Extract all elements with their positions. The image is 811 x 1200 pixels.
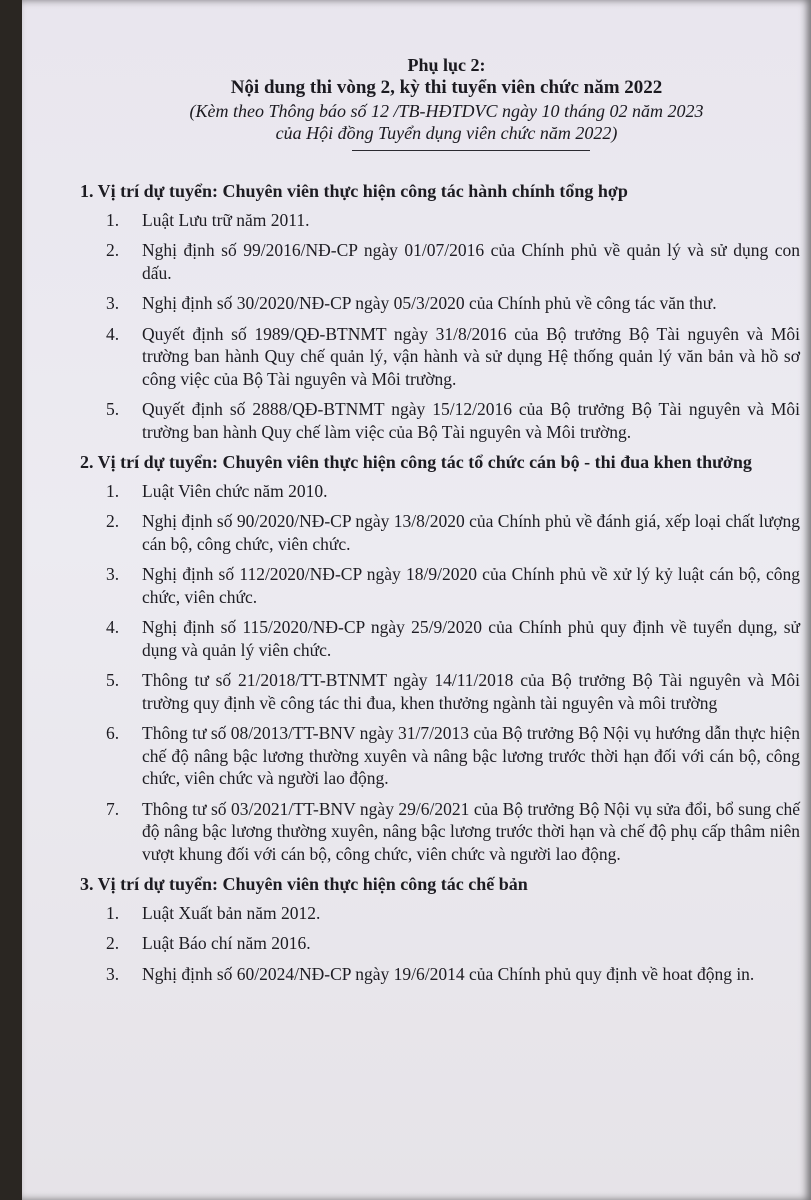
item-number: 1.	[106, 209, 120, 230]
list-item	[80, 292, 800, 315]
document-subtitle-line-2: của Hội đồng Tuyển dụng viên chức năm 2022)	[275, 123, 618, 143]
list-item	[80, 510, 800, 555]
item-number: 2.	[106, 511, 120, 531]
list-item	[80, 323, 800, 391]
list-item	[80, 798, 800, 866]
section-list	[80, 902, 800, 986]
item-text: Luật Viên chức năm 2010.	[142, 480, 328, 501]
section-list	[80, 209, 800, 444]
document-body	[80, 180, 800, 993]
item-text: Nghị định số 90/2020/NĐ-CP ngày 13/8/2020 của Chính phủ về đánh giá, xếp loại chất lượng cán bộ, công chức, viên chức.	[142, 511, 800, 554]
list-item	[80, 480, 800, 503]
item-number: 1.	[106, 480, 120, 501]
appendix-label: Phụ lục 2:	[407, 55, 486, 75]
item-text: Luật Lưu trữ năm 2011.	[142, 209, 310, 230]
list-item	[80, 722, 800, 790]
item-text: Nghị định số 30/2020/NĐ-CP ngày 05/3/2020 của Chính phủ về công tác văn thư.	[142, 293, 717, 313]
item-text: Luật Báo chí năm 2016.	[142, 933, 311, 953]
item-number: 3.	[106, 963, 120, 984]
list-item	[80, 963, 800, 986]
section-title: 3. Vị trí dự tuyển: Chuyên viên thực hiện công tác chế bản	[80, 874, 528, 894]
item-number: 5.	[106, 399, 120, 419]
list-item	[80, 398, 800, 443]
section-title: 1. Vị trí dự tuyển: Chuyên viên thực hiện công tác hành chính tổng hợp	[80, 181, 628, 201]
document-page	[22, 0, 811, 1200]
header-divider	[352, 150, 590, 151]
item-number: 2.	[106, 933, 120, 953]
item-number: 3.	[106, 564, 120, 584]
item-text: Nghị định số 115/2020/NĐ-CP ngày 25/9/2020 của Chính phủ quy định về tuyển dụng, sử dụng và quản lý viên chức.	[142, 617, 800, 660]
item-number: 6.	[106, 723, 120, 743]
list-item	[80, 239, 800, 284]
list-item	[80, 669, 800, 714]
item-text: Thông tư số 03/2021/TT-BNV ngày 29/6/2021 của Bộ trưởng Bộ Nội vụ sửa đổi, bổ sung chế độ nâng bậc lương thường xuyên, nâng bậc lương trước thời hạn và chế độ phụ cấp thâm niên vượt khung đối với cán bộ, công chức, viên chức và người lao động.	[142, 798, 800, 864]
document-subtitle-line-1: (Kèm theo Thông báo số 12 /TB-HĐTDVC ngày 10 tháng 02 năm 2023	[189, 101, 704, 121]
item-number: 1.	[106, 902, 120, 923]
item-number: 4.	[106, 323, 120, 344]
document-title: Nội dung thi vòng 2, kỳ thi tuyển viên chức năm 2022	[230, 77, 663, 98]
item-number: 7.	[106, 798, 120, 819]
document-header	[22, 54, 811, 151]
list-item	[80, 209, 800, 232]
item-number: 5.	[106, 670, 120, 690]
item-number: 4.	[106, 617, 120, 637]
section-list	[80, 480, 800, 866]
item-text: Quyết định số 2888/QĐ-BTNMT ngày 15/12/2016 của Bộ trưởng Bộ Tài nguyên và Môi trường ban hành Quy chế làm việc của Bộ Tài nguyên và Môi trường.	[142, 399, 800, 442]
item-number: 3.	[106, 293, 120, 313]
list-item	[80, 563, 800, 608]
list-item	[80, 616, 800, 661]
list-item	[80, 902, 800, 925]
item-text: Nghị định số 112/2020/NĐ-CP ngày 18/9/2020 của Chính phủ về xử lý kỷ luật cán bộ, công chức, viên chức.	[142, 564, 800, 607]
item-text: Luật Xuất bản năm 2012.	[142, 902, 321, 923]
list-item	[80, 932, 800, 955]
item-text: Nghị định số 60/2024/NĐ-CP ngày 19/6/2014 của Chính phủ quy định về hoat động in.	[142, 963, 755, 984]
item-text: Thông tư số 08/2013/TT-BNV ngày 31/7/2013 của Bộ trưởng Bộ Nội vụ hướng dẫn thực hiện chế độ nâng bậc lương thường xuyên và nâng bậc lương trước thời hạn đối với cán bộ, công chức, viên chức và người lao động.	[142, 723, 800, 788]
item-text: Thông tư số 21/2018/TT-BTNMT ngày 14/11/2018 của Bộ trưởng Bộ Tài nguyên và Môi trường quy định về công tác thi đua, khen thưởng ngành tài nguyên và môi trường	[142, 670, 800, 713]
item-text: Quyết định số 1989/QĐ-BTNMT ngày 31/8/2016 của Bộ trưởng Bộ Tài nguyên và Môi trường ban hành Quy chế quản lý, vận hành và sử dụng Hệ thống quản lý văn bản và hồ sơ công việc của Bộ Tài nguyên và Môi trường.	[142, 323, 800, 389]
item-text: Nghị định số 99/2016/NĐ-CP ngày 01/07/2016 của Chính phủ về quản lý và sử dụng con dấu.	[142, 240, 800, 283]
item-number: 2.	[106, 240, 120, 260]
section-title: 2. Vị trí dự tuyển: Chuyên viên thực hiện công tác tổ chức cán bộ - thi đua khen thưởng	[80, 452, 752, 472]
